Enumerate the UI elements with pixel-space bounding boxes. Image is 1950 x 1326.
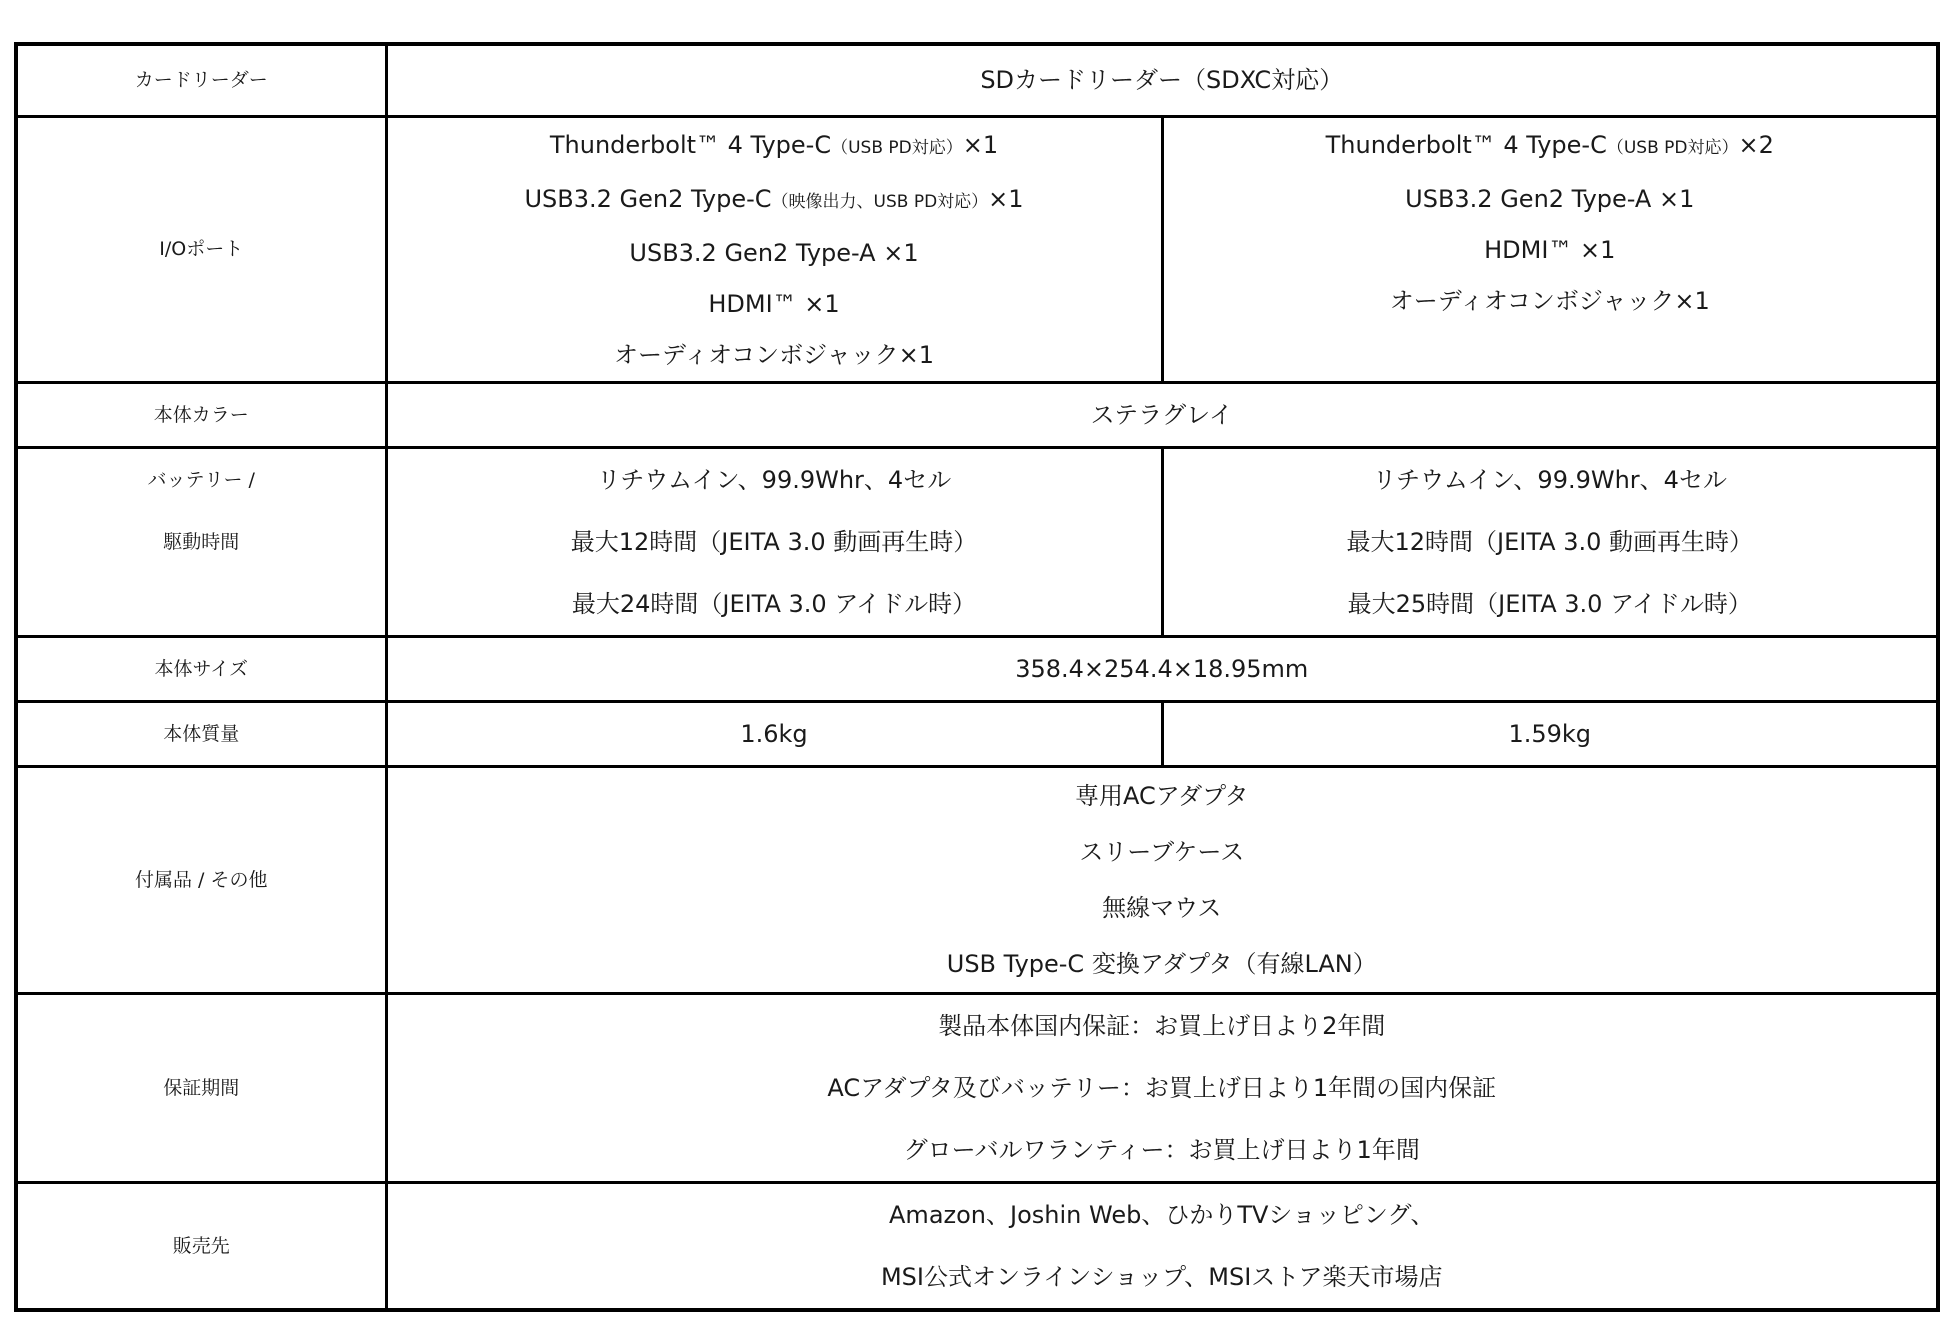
accessory-item: 専用ACアダプタ <box>1075 781 1249 810</box>
label-io-ports: I/Oポート <box>16 116 386 382</box>
value-weight-model-a: 1.6kg <box>386 701 1162 766</box>
value-battery-model-a <box>386 447 1162 636</box>
io-a-hdmi: HDMI™ ×1 <box>708 289 840 318</box>
value-size: 358.4×254.4×18.95mm <box>386 636 1938 701</box>
row-battery <box>16 447 1938 636</box>
io-b-usb-type-a: USB3.2 Gen2 Type-A ×1 <box>1405 184 1695 213</box>
value-color: ステラグレイ <box>386 382 1938 447</box>
battery-b-cell: リチウムイン、99.9Whr、4セル <box>1372 465 1727 494</box>
battery-b-video: 最大12時間（JEITA 3.0 動画再生時） <box>1346 527 1753 556</box>
io-a-audio: オーディオコンボジャック×1 <box>613 340 935 369</box>
battery-a-idle: 最大24時間（JEITA 3.0 アイドル時） <box>571 589 977 618</box>
io-a-usb-type-a: USB3.2 Gen2 Type-A ×1 <box>629 238 919 267</box>
io-b-hdmi: HDMI™ ×1 <box>1484 235 1616 264</box>
sales-line: Amazon、Joshin Web、ひかりTVショッピング、 <box>889 1200 1435 1229</box>
row-color <box>16 382 1938 447</box>
io-a-thunderbolt: Thunderbolt™ 4 Type-C（USB PD対応）×1 <box>549 130 999 159</box>
label-battery <box>16 447 386 636</box>
value-sales <box>386 1182 1938 1310</box>
battery-a-cell: リチウムイン、99.9Whr、4セル <box>596 465 952 494</box>
warranty-line: グローバルワランティー：お買上げ日より1年間 <box>903 1135 1420 1164</box>
row-size <box>16 636 1938 701</box>
label-sales: 販売先 <box>16 1182 386 1310</box>
accessory-item: 無線マウス <box>1102 893 1222 922</box>
battery-b-idle: 最大25時間（JEITA 3.0 アイドル時） <box>1347 589 1752 618</box>
label-weight: 本体質量 <box>16 701 386 766</box>
value-io-ports-model-a <box>386 116 1162 382</box>
accessory-item: スリーブケース <box>1079 837 1245 866</box>
label-battery-line2: 駆動時間 <box>163 530 240 553</box>
io-a-usb-type-c: USB3.2 Gen2 Type-C（映像出力、USB PD対応）×1 <box>524 184 1024 213</box>
label-accessories: 付属品 / その他 <box>16 766 386 993</box>
label-size: 本体サイズ <box>16 636 386 701</box>
battery-a-video: 最大12時間（JEITA 3.0 動画再生時） <box>570 527 978 556</box>
io-b-thunderbolt: Thunderbolt™ 4 Type-C（USB PD対応）×2 <box>1325 130 1774 159</box>
value-warranty <box>386 993 1938 1182</box>
label-card-reader: カードリーダー <box>16 44 386 116</box>
row-warranty <box>16 993 1938 1182</box>
row-sales <box>16 1182 1938 1310</box>
row-weight <box>16 701 1938 766</box>
value-accessories <box>386 766 1938 993</box>
warranty-line: ACアダプタ及びバッテリー：お買上げ日より1年間の国内保証 <box>827 1073 1497 1102</box>
warranty-line: 製品本体国内保証：お買上げ日より2年間 <box>938 1011 1386 1040</box>
row-card-reader <box>16 44 1938 116</box>
accessory-item: USB Type-C 変換アダプタ（有線LAN） <box>946 949 1377 978</box>
value-battery-model-b <box>1162 447 1938 636</box>
io-b-audio: オーディオコンボジャック×1 <box>1389 286 1710 315</box>
spec-table <box>14 42 1940 1312</box>
label-warranty: 保証期間 <box>16 993 386 1182</box>
value-io-ports-model-b <box>1162 116 1938 382</box>
label-battery-line1: バッテリー / <box>147 468 255 491</box>
sales-line: MSI公式オンラインショップ、MSIストア楽天市場店 <box>880 1262 1443 1291</box>
label-color: 本体カラー <box>16 382 386 447</box>
row-io-ports <box>16 116 1938 382</box>
value-card-reader: SDカードリーダー（SDXC対応） <box>386 44 1938 116</box>
value-weight-model-b: 1.59kg <box>1162 701 1938 766</box>
row-accessories <box>16 766 1938 993</box>
